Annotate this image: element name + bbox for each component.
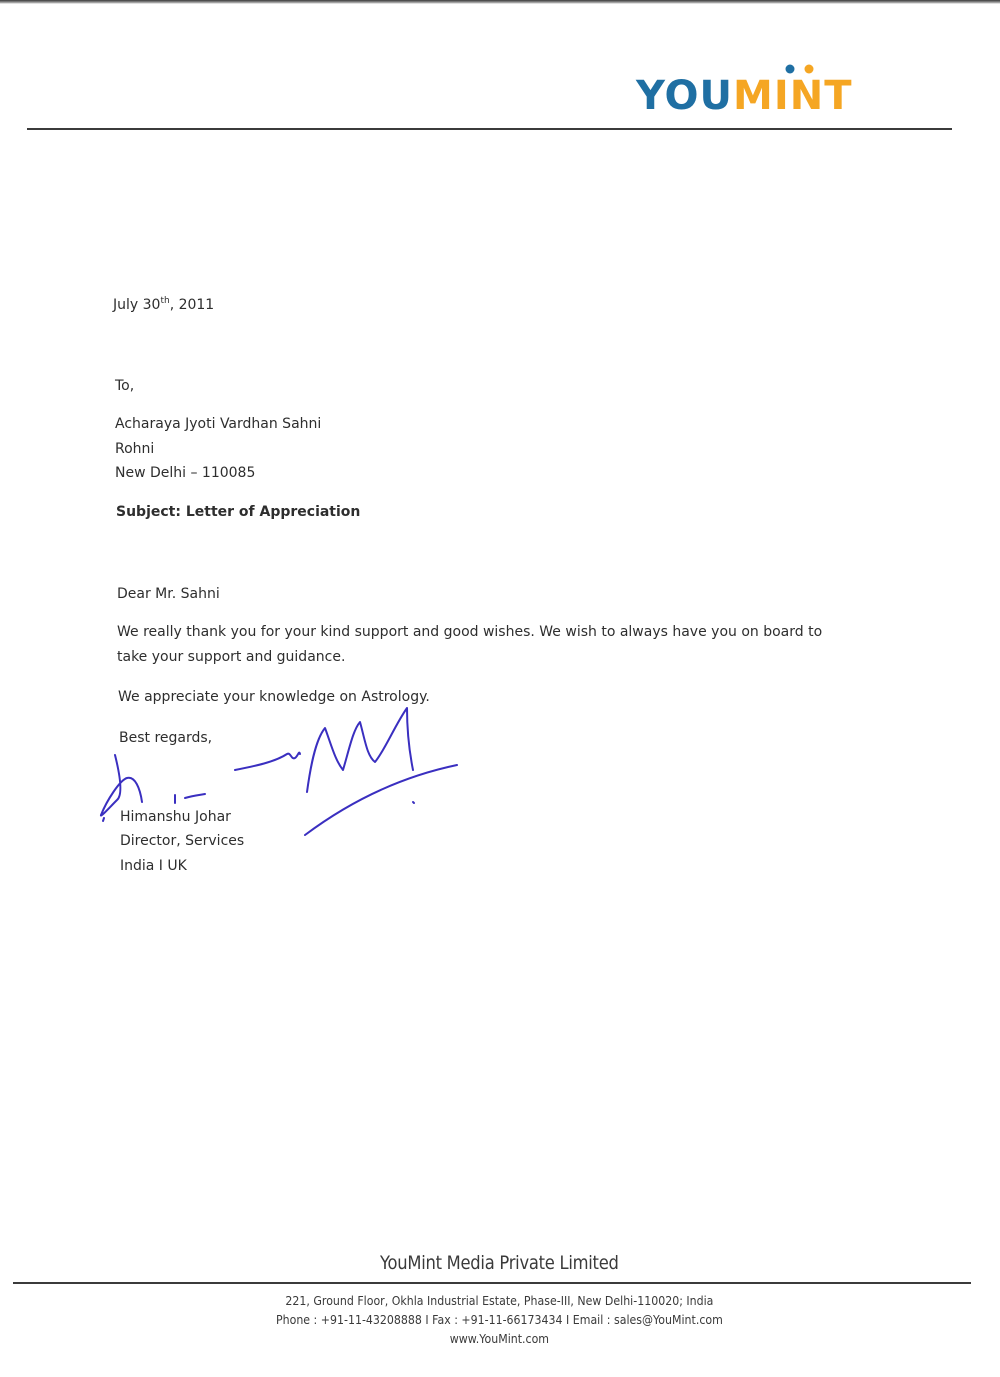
header-divider <box>27 128 952 130</box>
footer-company-name: YouMint Media Private Limited <box>379 1252 619 1274</box>
salutation-to: To, <box>115 378 135 394</box>
signer-region: India I UK <box>120 858 187 874</box>
signer-name: Himanshu Johar <box>120 809 231 825</box>
letter-subject: Subject: Letter of Appreciation <box>116 504 361 520</box>
logo-text-mint: MINT <box>733 73 853 119</box>
letter-greeting: Dear Mr. Sahni <box>117 586 220 602</box>
date-day: July 30 <box>113 297 161 313</box>
logo-text-you: YOU <box>636 73 734 119</box>
letter-closing: Best regards, <box>119 730 213 746</box>
body-appreciation-line: We appreciate your knowledge on Astrology. <box>118 689 430 705</box>
footer-contact: Phone : +91-11-43208888 I Fax : +91-11-66173434 I Email : sales@YouMint.com <box>275 1312 723 1327</box>
footer-address: 221, Ground Floor, Okhla Industrial Estate, Phase-III, New Delhi-110020; India <box>285 1293 714 1308</box>
footer-divider <box>13 1282 971 1284</box>
footer-website: www.YouMint.com <box>449 1331 550 1346</box>
body-paragraph-line: take your support and guidance. <box>117 649 346 665</box>
date-year: , 2011 <box>169 297 215 313</box>
recipient-locality: Rohni <box>115 441 155 457</box>
scan-edge <box>0 0 1000 4</box>
signer-title: Director, Services <box>120 833 245 849</box>
letter-date <box>113 297 214 312</box>
date-suffix: th <box>160 296 170 306</box>
recipient-city: New Delhi – 110085 <box>115 465 256 481</box>
logo-wordmark <box>636 73 853 119</box>
youmint-logo <box>636 62 926 132</box>
body-paragraph-line: We really thank you for your kind support and good wishes. We wish to always have you on board to <box>117 624 823 640</box>
recipient-name: Acharaya Jyoti Vardhan Sahni <box>115 416 322 432</box>
